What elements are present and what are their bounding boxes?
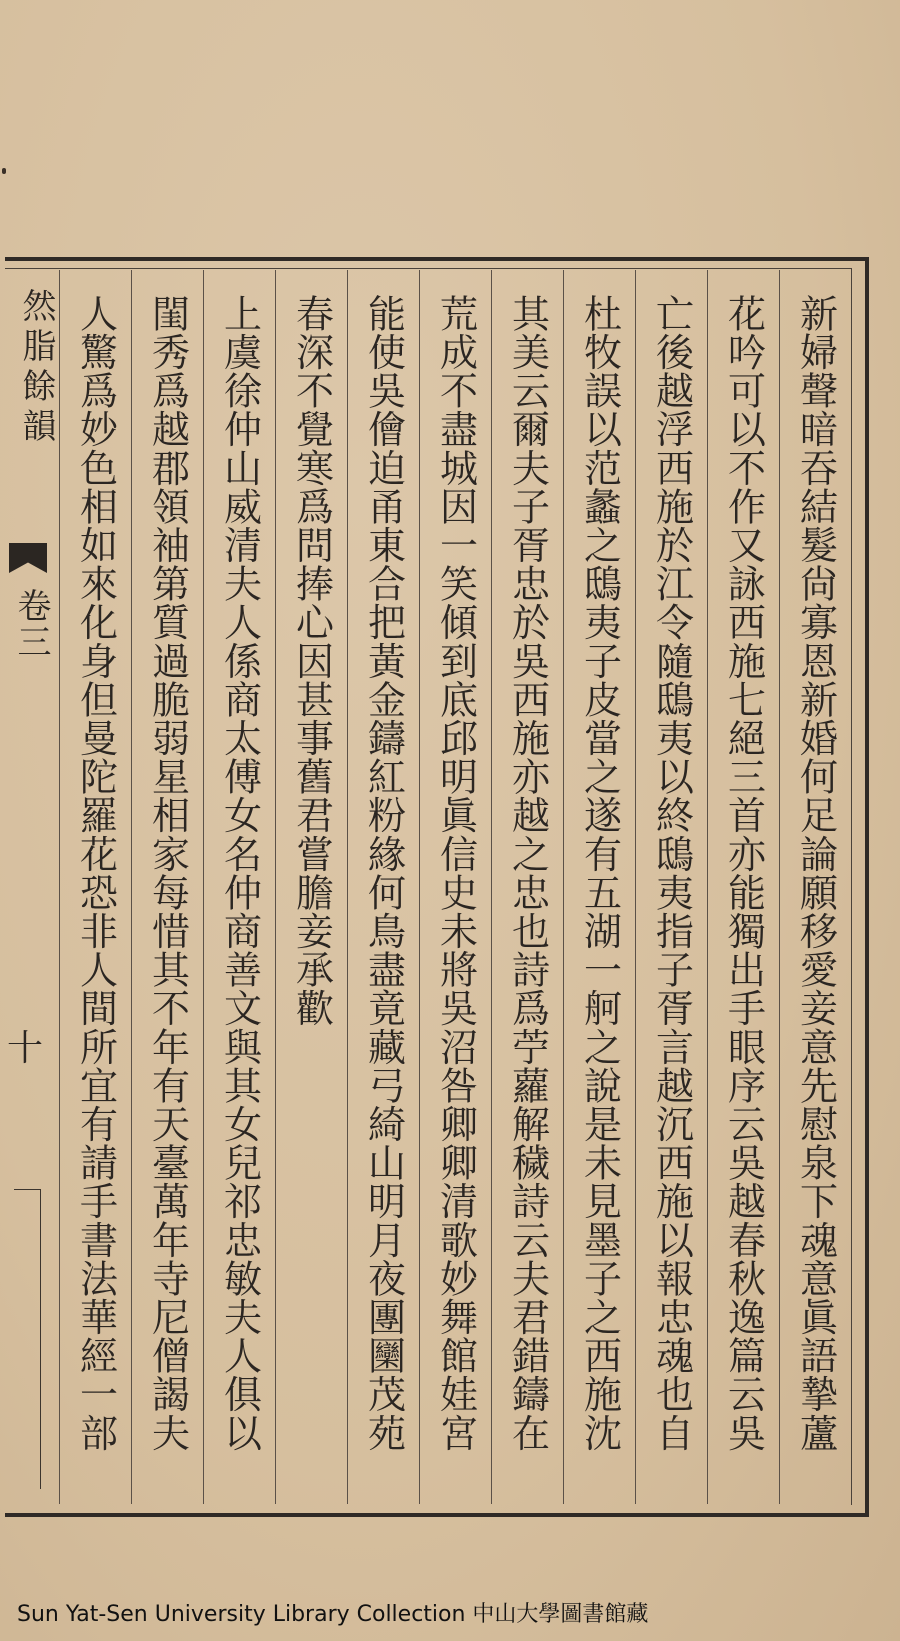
- column-text: 荒成不盡城因一笑傾到底邱明眞信史未將吳沼咎卿卿清歌妙舞館娃宮: [433, 294, 478, 1452]
- column-text: 花吟可以不作又詠西施七絕三首亦能獨出手眼序云吳越春秋逸篇云吳: [721, 294, 766, 1452]
- text-column-1: [779, 270, 851, 1504]
- text-column-9: [203, 270, 275, 1504]
- volume-label: 卷三: [11, 588, 51, 660]
- margin-rule: [14, 1189, 40, 1190]
- text-column-4: [563, 270, 635, 1504]
- text-column-10: [131, 270, 203, 1504]
- text-column-5: [491, 270, 563, 1504]
- column-text: 上虞徐仲山威清夫人係商太傅女名仲商善文與其女兒祁忠敏夫人俱以: [217, 294, 262, 1452]
- collection-caption: Sun Yat-Sen University Library Collection 中山大學圖書館藏: [17, 1602, 649, 1627]
- column-text: 人驚爲妙色相如來化身但曼陀羅花恐非人間所宜有請手書法華經一部: [73, 294, 118, 1452]
- text-column-2: [707, 270, 779, 1504]
- text-column-11: [59, 270, 131, 1504]
- column-text: 能使吳儈迫甬東合把黃金鑄紅粉緣何鳥盡竟藏弓綺山明月夜團圞茂苑: [361, 294, 406, 1452]
- margin-column: [5, 270, 56, 1504]
- column-text: 閨秀爲越郡領袖第質過脆弱星相家每惜其不年有天臺萬年寺尼僧謁夫: [145, 294, 190, 1452]
- text-column-7: [347, 270, 419, 1504]
- column-text: 春深不覺寒爲問捧心因甚事舊君嘗膽妾承歡: [289, 294, 334, 1028]
- text-column-6: [419, 270, 491, 1504]
- column-text: 杜牧誤以范蠡之鴟夷子皮當之遂有五湖一舸之說是未見墨子之西施沈: [577, 294, 622, 1452]
- column-text: 新婦聲暗吞結髮尙寡恩新婚何足論願移愛妾意先慰泉下魂意眞語摯蘆: [793, 294, 838, 1452]
- book-title: 然脂餘韻: [16, 288, 56, 448]
- binding-mark: [2, 168, 6, 174]
- column-text: 亡後越浮西施於江令隨鴟夷以終鴟夷指子胥言越沉西施以報忠魂也自: [649, 294, 694, 1452]
- margin-rule-vertical: [40, 1189, 41, 1489]
- page-number: 十: [7, 1028, 44, 1069]
- column-text: 其美云爾夫子胥忠於吳西施亦越之忠也詩爲苧蘿解穢詩云夫君錯鑄在: [505, 294, 550, 1452]
- text-column-3: [635, 270, 707, 1504]
- text-column-8: [275, 270, 347, 1504]
